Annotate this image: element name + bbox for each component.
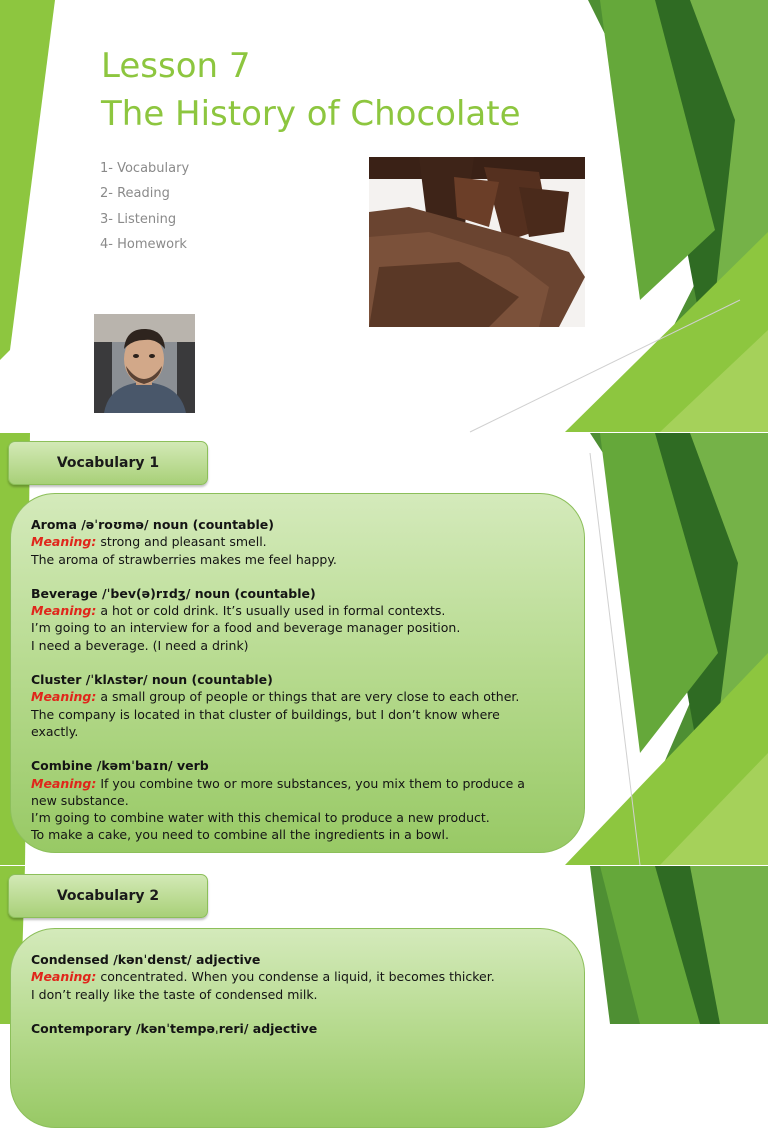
vocabulary-1-box bbox=[10, 493, 585, 853]
vocabulary-1-tab[interactable] bbox=[8, 441, 208, 485]
headword: Combine /kəmˈbaɪn/ verb bbox=[31, 758, 209, 774]
teacher-photo bbox=[94, 314, 195, 413]
headword: Beverage /ˈbev(ə)rɪdʒ/ noun (countable) bbox=[31, 585, 316, 601]
headword: Cluster /ˈklʌstər/ noun (countable) bbox=[31, 672, 273, 688]
headword: Contemporary /kənˈtempəˌreri/ adjective bbox=[31, 1020, 318, 1036]
agenda-item-homework: 4- Homework bbox=[100, 236, 187, 252]
chocolate-photo bbox=[369, 157, 585, 327]
lesson-title bbox=[101, 42, 521, 138]
agenda-item-listening: 3- Listening bbox=[100, 211, 177, 227]
entry-condensed bbox=[31, 951, 574, 1003]
vocabulary-1-tab-label: Vocabulary 1 bbox=[56, 455, 160, 471]
meaning-label: Meaning: bbox=[31, 775, 97, 791]
meaning-text: If you combine two or more substances, you mix them to produce a bbox=[96, 775, 525, 791]
entry-combine bbox=[31, 757, 574, 843]
entry-contemporary bbox=[31, 1020, 574, 1037]
example-text: To make a cake, you need to combine all the ingredients in a bowl. bbox=[31, 827, 449, 843]
vocabulary-1-slide bbox=[0, 433, 768, 865]
example-text: I’m going to combine water with this chemical to produce a new product. bbox=[31, 810, 490, 826]
meaning-text: strong and pleasant smell. bbox=[96, 534, 267, 550]
agenda-item-vocabulary: 1- Vocabulary bbox=[100, 161, 190, 176]
example-text: exactly. bbox=[31, 723, 79, 739]
entry-aroma bbox=[31, 516, 574, 568]
example-text: The aroma of strawberries makes me feel happy. bbox=[31, 551, 337, 567]
example-text: new substance. bbox=[31, 792, 129, 808]
meaning-text: a small group of people or things that are very close to each other. bbox=[96, 689, 520, 705]
meaning-label: Meaning: bbox=[31, 534, 97, 550]
agenda-list bbox=[100, 158, 189, 259]
example-text: The company is located in that cluster of buildings, but I don’t know where bbox=[31, 706, 500, 722]
title-line-2: The History of Chocolate bbox=[101, 94, 521, 134]
meaning-text: concentrated. When you condense a liquid, it becomes thicker. bbox=[96, 969, 495, 985]
vocabulary-2-tab-label: Vocabulary 2 bbox=[56, 888, 160, 904]
meaning-label: Meaning: bbox=[31, 603, 97, 619]
headword: Condensed /kənˈdenst/ adjective bbox=[31, 952, 261, 967]
vocabulary-2-slide bbox=[0, 866, 768, 1036]
vocabulary-2-tab[interactable] bbox=[8, 874, 208, 918]
entry-cluster bbox=[31, 671, 574, 740]
example-text: I need a beverage. (I need a drink) bbox=[31, 637, 249, 653]
example-text: I don’t really like the taste of condensed milk. bbox=[31, 986, 318, 1002]
meaning-label: Meaning: bbox=[31, 689, 97, 705]
title-slide bbox=[0, 0, 768, 432]
entry-beverage bbox=[31, 585, 574, 654]
meaning-text: a hot or cold drink. It’s usually used in formal contexts. bbox=[96, 603, 446, 619]
meaning-label: Meaning: bbox=[31, 969, 97, 985]
vocabulary-2-box bbox=[10, 928, 585, 1128]
agenda-item-reading: 2- Reading bbox=[100, 186, 170, 202]
headword: Aroma /əˈroʊmə/ noun (countable) bbox=[31, 517, 274, 532]
title-line-1: Lesson 7 bbox=[101, 46, 251, 86]
example-text: I’m going to an interview for a food and beverage manager position. bbox=[31, 620, 461, 636]
